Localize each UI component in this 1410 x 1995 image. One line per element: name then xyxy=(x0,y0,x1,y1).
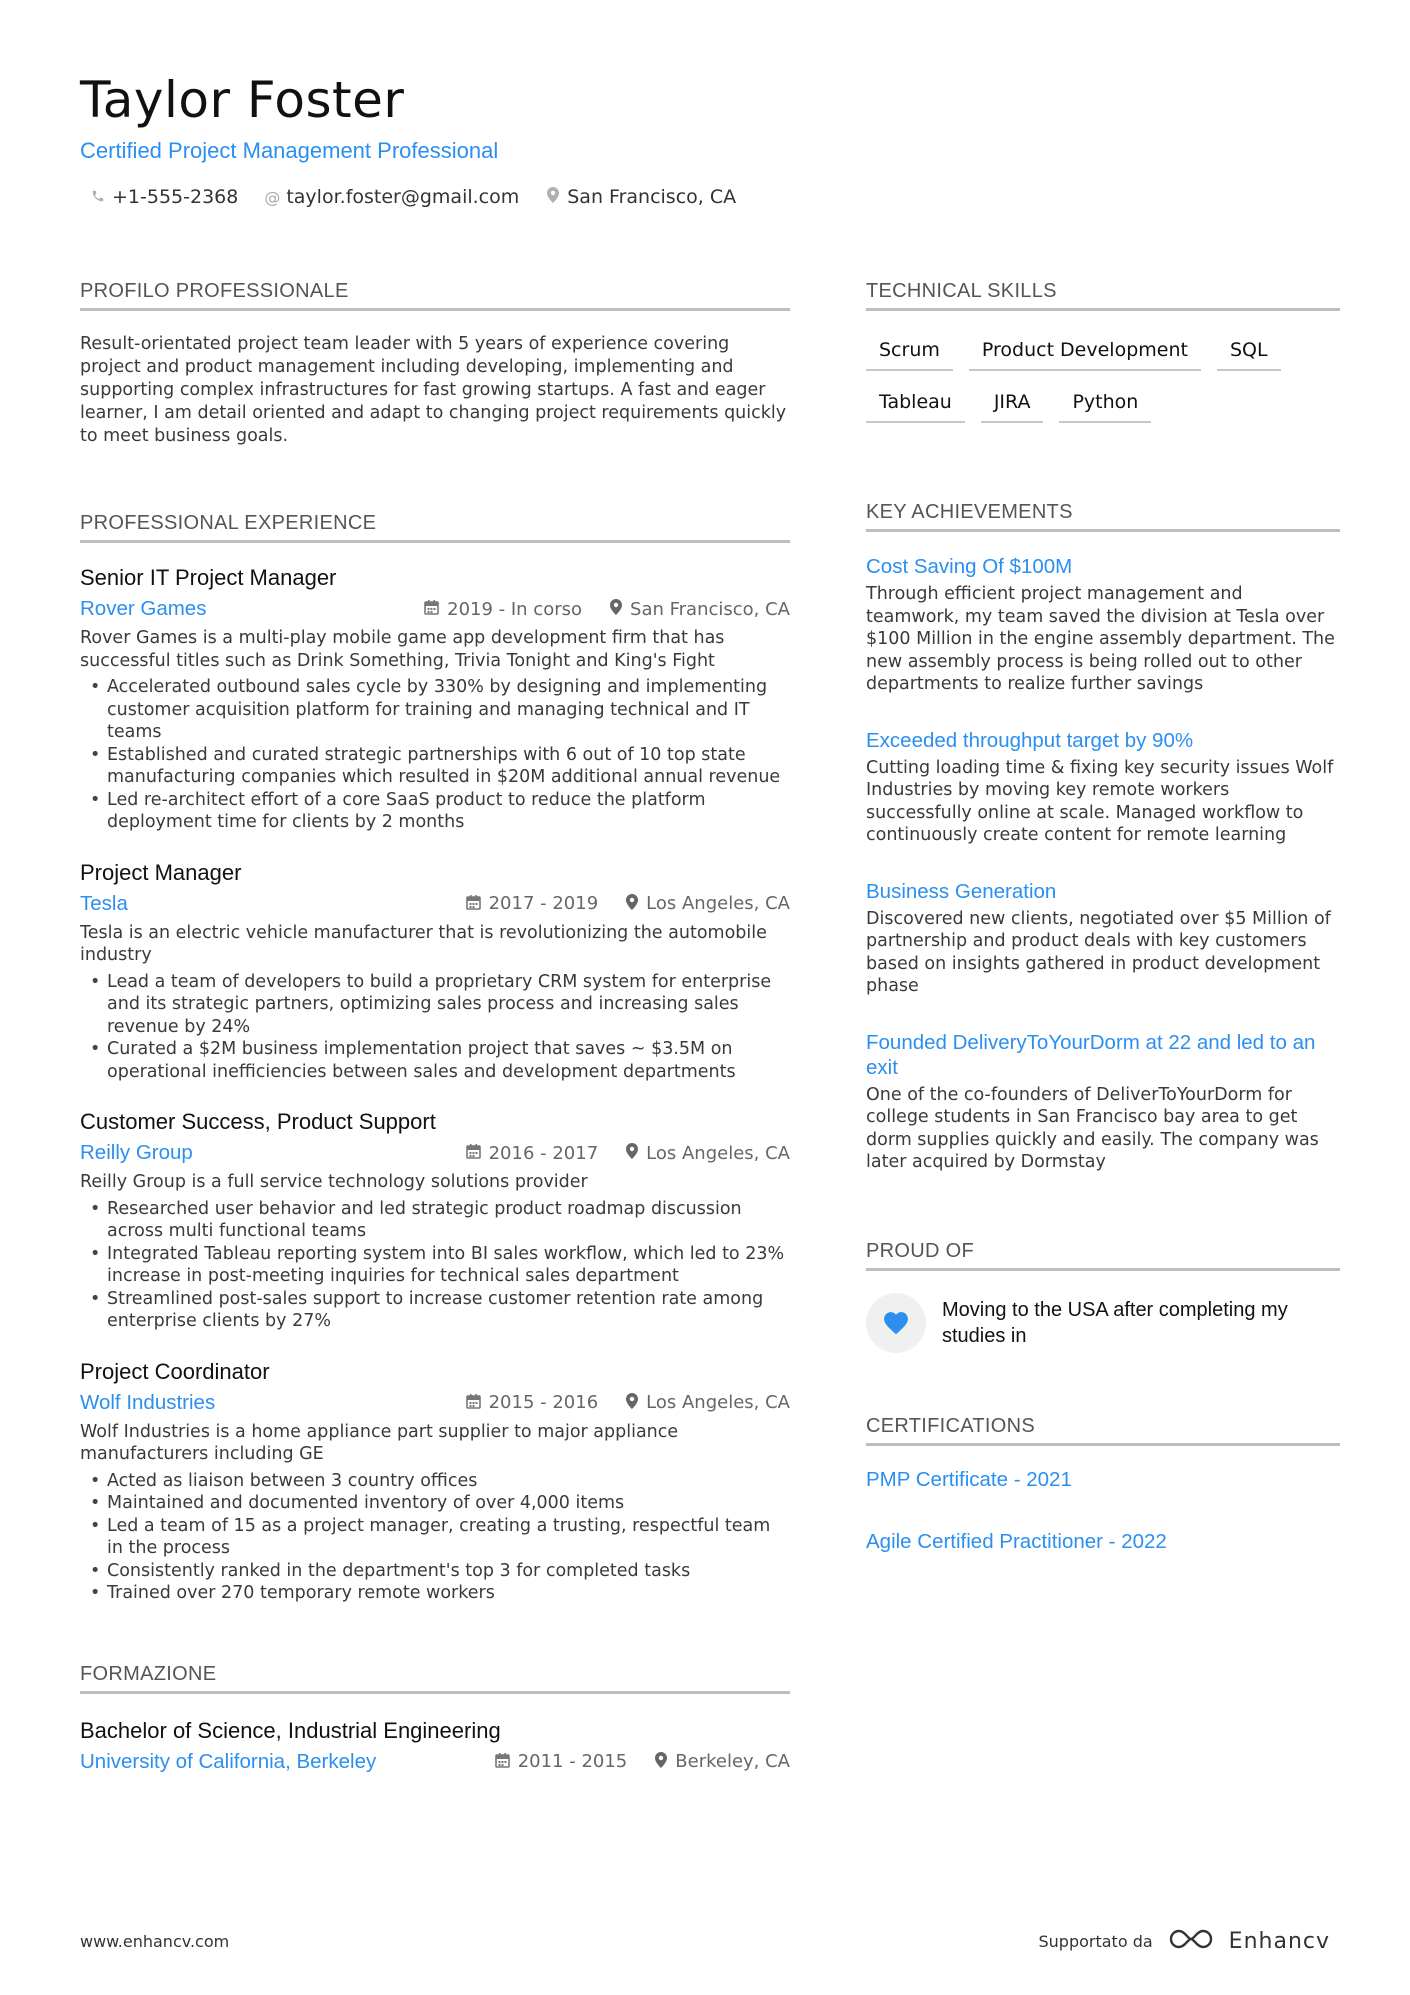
at-icon: @ xyxy=(264,187,281,207)
section-title: FORMAZIONE xyxy=(80,1663,790,1694)
skill-tag: Python xyxy=(1059,387,1151,423)
job-description: Wolf Industries is a home appliance part supplier to major appliance manufacturers including GE xyxy=(80,1421,679,1464)
location-pin-icon xyxy=(610,599,622,619)
job-location: Los Angeles, CA xyxy=(646,1142,790,1164)
bullet-item: • Maintained and documented inventory of over 4,000 items xyxy=(80,1492,790,1515)
certifications-section xyxy=(866,1415,1340,1554)
bullet-item: • Led a team of 15 as a project manager, creating a trusting, respectful team in the process xyxy=(80,1515,790,1560)
bullet-item: • Acted as liaison between 3 country offices xyxy=(80,1470,790,1493)
skill-tag: Product Development xyxy=(969,335,1201,371)
edu-location: Berkeley, CA xyxy=(675,1751,790,1772)
edu-dates: 2011 - 2015 xyxy=(517,1751,628,1772)
job-entry xyxy=(80,1359,790,1605)
location-pin-icon xyxy=(626,1393,638,1413)
job-role: Project Coordinator xyxy=(80,1358,270,1384)
job-entry xyxy=(80,860,790,1084)
job-company: Wolf Industries xyxy=(80,1390,216,1414)
resume-header xyxy=(80,70,1340,208)
achievements-section xyxy=(866,501,1340,1174)
summary-section xyxy=(80,280,790,448)
calendar-icon xyxy=(466,1143,481,1163)
achievement-desc: Discovered new clients, negotiated over $5 Million of partnership and product deals with key customers based on insights gathered in product development phase xyxy=(866,908,1331,996)
certification-item: Agile Certified Practitioner - 2022 xyxy=(866,1529,1167,1553)
achievement-item xyxy=(866,879,1340,998)
skill-tag: JIRA xyxy=(981,387,1044,423)
footer-brand xyxy=(1039,1926,1331,1956)
job-description: Rover Games is a multi-play mobile game app development firm that has successful titles such as Drink Something, Trivia Tonight and King's Fight xyxy=(80,628,725,671)
email-text: taylor.foster@gmail.com xyxy=(286,186,520,208)
section-title: TECHNICAL SKILLS xyxy=(866,280,1340,311)
achievement-item xyxy=(866,1030,1340,1174)
achievement-title: Founded DeliveryToYourDorm at 22 and led to an exit xyxy=(866,1030,1316,1079)
candidate-title: Certified Project Management Professional xyxy=(80,138,499,163)
skills-section xyxy=(866,280,1340,423)
job-description: Tesla is an electric vehicle manufacturer that is revolutionizing the automobile industry xyxy=(80,922,767,965)
candidate-name: Taylor Foster xyxy=(80,71,405,129)
skill-tag: Scrum xyxy=(866,335,953,371)
job-dates: 2017 - 2019 xyxy=(488,893,599,914)
phone-text: +1-555-2368 xyxy=(112,186,239,208)
location-pin-icon xyxy=(626,1143,638,1163)
job-entry xyxy=(80,565,790,834)
achievement-item xyxy=(866,728,1340,847)
education-section xyxy=(80,1663,790,1774)
calendar-icon xyxy=(495,1752,510,1772)
job-company: Rover Games xyxy=(80,597,207,620)
achievement-title: Cost Saving Of $100M xyxy=(866,555,1073,578)
job-entry xyxy=(80,1109,790,1333)
bullet-item: • Led re-architect effort of a core SaaS product to reduce the platform deployment time for clients by 2 months xyxy=(80,789,790,834)
job-role: Project Manager xyxy=(80,859,242,885)
job-role: Senior IT Project Manager xyxy=(80,565,337,590)
contact-location xyxy=(545,186,736,208)
achievement-desc: One of the co-founders of DeliverToYourDorm for college students in San Francisco bay area to get dorm supplies quickly and easily. The company was later acquired by Dormstay xyxy=(866,1084,1319,1172)
certification-list xyxy=(866,1468,1340,1554)
contact-email xyxy=(264,186,519,208)
job-location: Los Angeles, CA xyxy=(646,893,790,914)
contact-info xyxy=(80,186,1340,208)
page-footer xyxy=(80,1926,1330,1956)
achievement-desc: Through efficient project management and teamwork, my team saved the division at Tesla over $100 Million in the engine assembly department. The new assembly process is being rolled out to other departments to realize further savings xyxy=(866,584,1335,694)
job-bullets xyxy=(80,1198,790,1333)
bullet-item: • Researched user behavior and led strategic product roadmap discussion across multi functional teams xyxy=(80,1198,790,1243)
section-title: PROUD OF xyxy=(866,1240,1340,1271)
footer-url[interactable]: www.enhancv.com xyxy=(80,1931,230,1951)
job-bullets xyxy=(80,676,790,834)
job-company: Tesla xyxy=(80,891,128,915)
location-pin-icon xyxy=(626,894,638,914)
achievement-item xyxy=(866,554,1340,696)
achievement-title: Exceeded throughput target by 90% xyxy=(866,728,1194,752)
school: University of California, Berkeley xyxy=(80,1749,377,1773)
degree: Bachelor of Science, Industrial Engineering xyxy=(80,1717,501,1743)
bullet-item: • Consistently ranked in the department's top 3 for completed tasks xyxy=(80,1560,790,1583)
location-pin-icon xyxy=(545,187,561,207)
left-column xyxy=(80,280,790,1824)
certification-item: PMP Certificate - 2021 xyxy=(866,1467,1072,1491)
phone-icon xyxy=(90,188,106,207)
job-dates: 2015 - 2016 xyxy=(488,1392,599,1413)
bullet-item: • Established and curated strategic partnerships with 6 out of 10 top state manufacturing companies which resulted in $20M additional annual revenue xyxy=(80,744,790,789)
contact-phone xyxy=(90,186,238,208)
bullet-item: • Curated a $2M business implementation project that saves ~ $3.5M on operational inefficiencies between sales and development departments xyxy=(80,1038,790,1083)
job-dates: 2016 - 2017 xyxy=(488,1142,599,1164)
achievement-desc: Cutting loading time & fixing key security issues Wolf Industries by moving key remote workers successfully online at scale. Managed workflow to continuously create content for remote learning xyxy=(866,757,1334,845)
job-bullets xyxy=(80,971,790,1084)
right-column xyxy=(866,280,1340,1604)
job-location: San Francisco, CA xyxy=(630,598,790,620)
heart-icon xyxy=(866,1293,926,1353)
location-text: San Francisco, CA xyxy=(567,186,737,208)
location-pin-icon xyxy=(655,1752,667,1772)
bullet-item: • Accelerated outbound sales cycle by 330% by designing and implementing customer acquisition platform for training and managing technical and IT teams xyxy=(80,676,790,744)
section-title: CERTIFICATIONS xyxy=(866,1415,1340,1446)
achievement-title: Business Generation xyxy=(866,879,1057,903)
supported-by-text: Supportato da xyxy=(1038,1931,1153,1951)
calendar-icon xyxy=(424,599,439,619)
calendar-icon xyxy=(466,1393,481,1413)
experience-section xyxy=(80,512,790,1605)
proud-item xyxy=(866,1293,1340,1353)
skill-tag: SQL xyxy=(1217,335,1281,371)
calendar-icon xyxy=(466,894,481,914)
section-title: PROFESSIONAL EXPERIENCE xyxy=(80,512,790,543)
job-location: Los Angeles, CA xyxy=(646,1392,790,1413)
enhancv-logo-icon xyxy=(1167,1926,1215,1956)
job-company: Reilly Group xyxy=(80,1141,193,1164)
section-title: PROFILO PROFESSIONALE xyxy=(80,280,790,311)
brand-name: Enhancv xyxy=(1228,1928,1330,1954)
job-role: Customer Success, Product Support xyxy=(80,1109,436,1134)
skills-list xyxy=(866,335,1340,423)
bullet-item: • Integrated Tableau reporting system into BI sales workflow, which led to 23% increase in post-meeting inquiries for technical sales department xyxy=(80,1243,790,1288)
bullet-item: • Trained over 270 temporary remote workers xyxy=(80,1582,790,1605)
bullet-item: • Streamlined post-sales support to increase customer retention rate among enterprise clients by 27% xyxy=(80,1288,790,1333)
skill-tag: Tableau xyxy=(866,387,965,423)
job-dates: 2019 - In corso xyxy=(447,598,583,620)
proud-text: Moving to the USA after completing my studies in xyxy=(942,1298,1288,1347)
job-description: Reilly Group is a full service technology solutions provider xyxy=(80,1172,588,1192)
section-title: KEY ACHIEVEMENTS xyxy=(866,501,1340,532)
proud-section xyxy=(866,1240,1340,1353)
summary-text: Result-orientated project team leader with 5 years of experience covering project and product management including developing, implementing and supporting complex infrastructures for fast growing startups. A fast and eager learner, I am detail oriented and adapt to changing project requirements quickly to meet business goals. xyxy=(80,334,787,446)
job-bullets xyxy=(80,1470,790,1605)
bullet-item: • Lead a team of developers to build a proprietary CRM system for enterprise and its strategic partners, optimizing sales process and increasing sales revenue by 24% xyxy=(80,971,790,1039)
